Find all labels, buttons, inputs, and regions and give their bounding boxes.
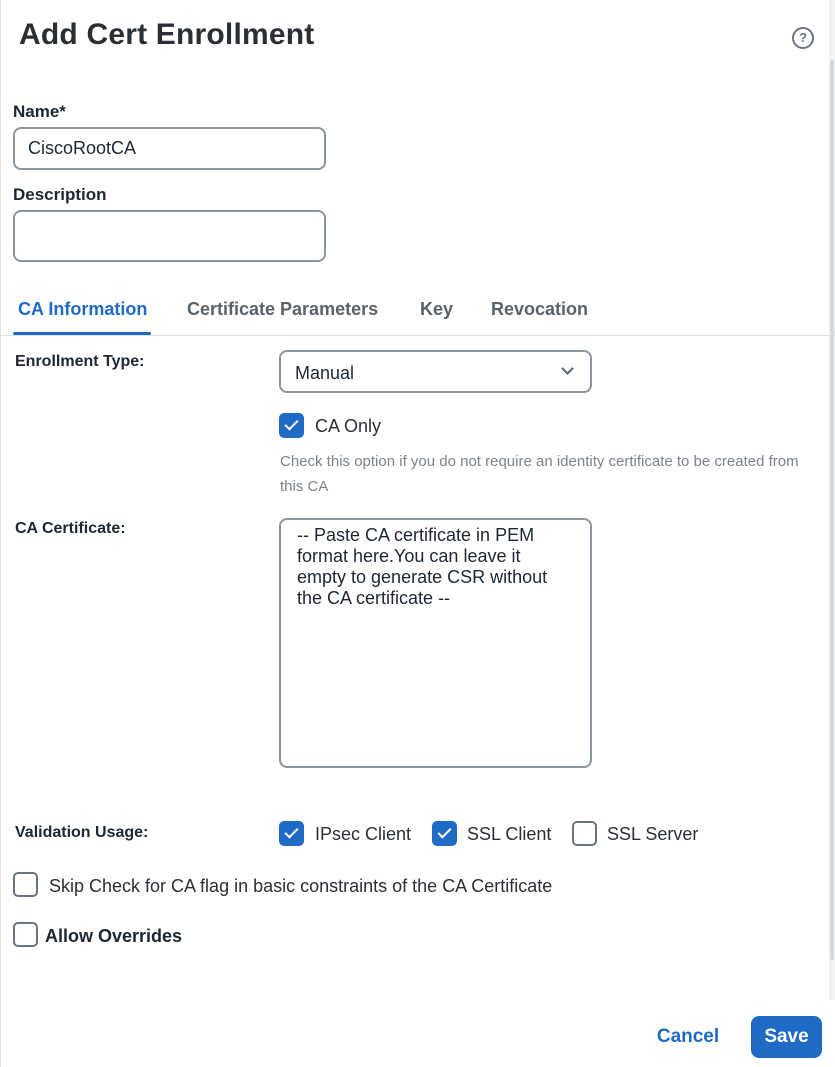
skip-check-checkbox[interactable] [13,872,38,897]
enrollment-type-select[interactable] [279,350,592,393]
tab-certificate-parameters[interactable]: Certificate Parameters [187,299,379,319]
scrollbar-thumb[interactable] [830,60,834,960]
allow-overrides-checkbox[interactable] [13,922,38,947]
ca-certificate-label: CA Certificate: [15,520,126,537]
tab-key[interactable]: Key [420,299,454,319]
skip-check-label: Skip Check for CA flag in basic constraints of the CA Certificate [49,876,553,896]
ssl-client-checkbox[interactable] [432,821,457,846]
ca-only-checkbox[interactable] [279,413,304,438]
cancel-button[interactable]: Cancel [645,1018,731,1056]
tab-revocation[interactable]: Revocation [491,299,589,319]
ipsec-client-label: IPsec Client [315,824,412,844]
scrollbar-track[interactable] [829,0,835,1000]
save-button[interactable]: Save [751,1016,822,1058]
name-input[interactable] [13,127,326,170]
checkmark-icon [437,824,451,838]
enrollment-type-label: Enrollment Type: [15,353,145,370]
tab-bar [1,290,835,336]
validation-usage-label: Validation Usage: [15,824,149,841]
ssl-server-checkbox[interactable] [572,821,597,846]
name-label: Name* [13,102,66,121]
ssl-server-label: SSL Server [607,824,699,844]
active-tab-indicator [13,332,151,335]
checkmark-icon [284,416,298,430]
checkmark-icon [284,824,298,838]
tab-ca-information[interactable]: CA Information [18,299,148,319]
chevron-down-icon [561,362,574,375]
allow-overrides-label: Allow Overrides [45,926,183,946]
ca-only-label: CA Only [315,416,382,436]
question-circle-icon[interactable]: ? [792,27,814,49]
description-label: Description [13,185,107,204]
ssl-client-label: SSL Client [467,824,552,844]
ipsec-client-checkbox[interactable] [279,821,304,846]
enrollment-type-value: Manual [295,363,355,383]
description-input[interactable] [13,210,326,262]
ca-certificate-textarea[interactable] [279,518,592,768]
ca-only-help-text: Check this option if you do not require an identity certificate to be created from this CA [280,453,799,495]
dialog-title: Add Cert Enrollment [19,18,315,51]
